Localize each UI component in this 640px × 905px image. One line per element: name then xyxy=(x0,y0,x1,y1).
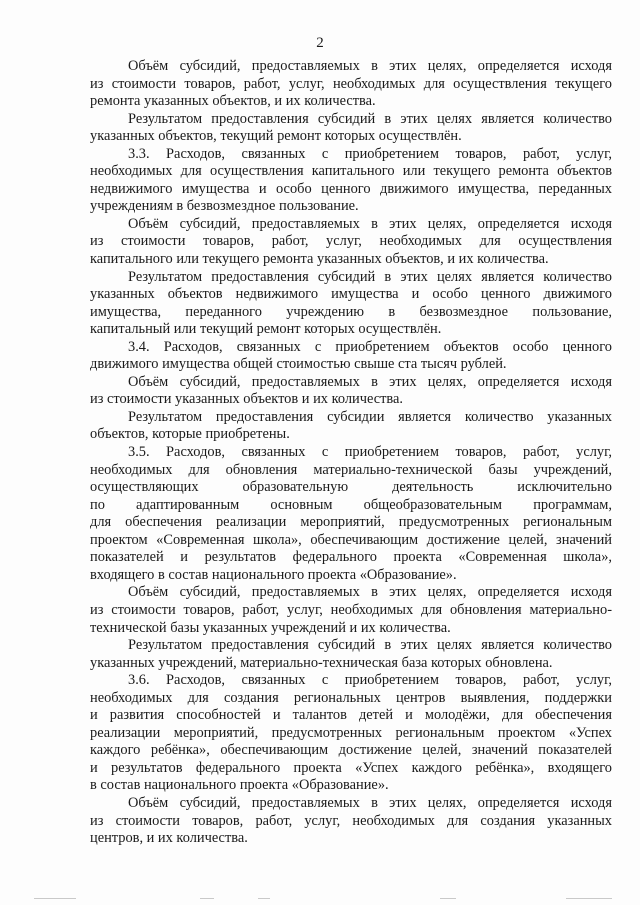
scan-edge-mark xyxy=(34,898,76,899)
text-line: и развития способностей и талантов детей и молодёжи, для обеспечения xyxy=(90,707,612,724)
text-line: реализации мероприятий, предусмотренных региональным проектом «Успех xyxy=(90,724,612,741)
text-line: необходимых для обновления материально-технической базы учреждений, xyxy=(90,461,612,478)
paragraph xyxy=(90,111,612,146)
text-line: капитального или текущего ремонта указанных объектов, и их количества. xyxy=(90,251,549,268)
paragraph xyxy=(90,146,612,216)
paragraph xyxy=(90,795,612,848)
text-line: и результатов федерального проекта «Успех каждого ребёнка», входящего xyxy=(90,759,612,776)
text-line: проектом «Современная школа», обеспечивающим достижение целей, значений xyxy=(90,531,612,548)
text-line: Объём субсидий, предоставляемых в этих целях, определяется исходя xyxy=(128,215,612,232)
text-line: из стоимости указанных объектов и их количества. xyxy=(90,391,403,408)
text-line: показателей и результатов федерального проекта «Современная школа», xyxy=(90,549,612,566)
text-line: Результатом предоставления субсидий в этих целях является количество xyxy=(128,268,612,285)
scan-edge-mark xyxy=(258,898,270,899)
text-line: указанных учреждений, материально-техническая база которых обновлена. xyxy=(90,654,553,671)
text-line: осуществляющих образовательную деятельность исключительно xyxy=(90,479,612,496)
paragraph xyxy=(90,339,612,374)
text-line: 3.6. Расходов, связанных с приобретением товаров, работ, услуг, xyxy=(128,672,612,689)
text-line: учреждениям в безвозмездное пользование. xyxy=(90,198,359,215)
text-line: необходимых для создания региональных центров выявления, поддержки xyxy=(90,689,612,706)
page-number: 2 xyxy=(316,35,324,51)
text-line: Объём субсидий, предоставляемых в этих целях, определяется исходя xyxy=(128,794,612,811)
text-line: указанных объектов недвижимого имущества и особо ценного движимого xyxy=(90,286,612,303)
paragraph xyxy=(90,637,612,672)
text-line: центров, и их количества. xyxy=(90,830,248,847)
text-line: входящего в состав национального проекта «Образование». xyxy=(90,566,457,583)
paragraph xyxy=(90,672,612,795)
text-line: из стоимости товаров, работ, услуг, необходимых для обновления материально- xyxy=(90,601,612,618)
text-line: для обеспечения реализации мероприятий, предусмотренных региональным xyxy=(90,514,612,531)
text-line: объектов, которые приобретены. xyxy=(90,426,290,443)
scan-edge-mark xyxy=(440,898,456,899)
paragraph xyxy=(90,374,612,409)
text-line: в состав национального проекта «Образование». xyxy=(90,777,389,794)
text-line: Объём субсидий, предоставляемых в этих целях, определяется исходя xyxy=(128,58,612,74)
paragraph xyxy=(90,216,612,269)
text-line: Результатом предоставления субсидий в этих целях является количество xyxy=(128,637,612,654)
text-line: 3.4. Расходов, связанных с приобретением объектов особо ценного xyxy=(128,338,612,355)
text-line: необходимых для осуществления капитального или текущего ремонта объектов xyxy=(90,163,612,180)
text-line: капитальный или текущий ремонт которых осуществлён. xyxy=(90,321,442,338)
text-line: движимого имущества общей стоимостью свыше ста тысяч рублей. xyxy=(90,356,507,373)
text-line: Объём субсидий, предоставляемых в этих целях, определяется исходя xyxy=(128,584,612,601)
text-line: Результатом предоставления субсидий в этих целях является количество xyxy=(128,110,612,127)
text-line: 3.5. Расходов, связанных с приобретением товаров, работ, услуг, xyxy=(128,444,612,461)
text-line: Объём субсидий, предоставляемых в этих целях, определяется исходя xyxy=(128,373,612,390)
paragraph xyxy=(90,58,612,111)
document-body xyxy=(90,58,612,848)
text-line: недвижимого имущества и особо ценного движимого имущества, переданных xyxy=(90,180,612,197)
scan-edge-mark xyxy=(200,898,214,899)
text-line: 3.3. Расходов, связанных с приобретением товаров, работ, услуг, xyxy=(128,145,612,162)
text-line: из стоимости товаров, работ, услуг, необходимых для создания указанных xyxy=(90,812,612,829)
paragraph xyxy=(90,409,612,444)
paragraph xyxy=(90,584,612,637)
text-line: ремонта указанных объектов, и их количества. xyxy=(90,93,376,110)
paragraph xyxy=(90,269,612,339)
text-line: Результатом предоставления субсидии является количество указанных xyxy=(128,408,612,425)
text-line: технической базы указанных учреждений и их количества. xyxy=(90,619,451,636)
text-line: из стоимости товаров, работ, услуг, необходимых для осуществления xyxy=(90,233,612,250)
text-line: указанных объектов, текущий ремонт которых осуществлён. xyxy=(90,128,462,145)
text-line: из стоимости товаров, работ, услуг, необходимых для осуществления текущего xyxy=(90,75,612,92)
text-line: имущества, переданного учреждению в безвозмездное пользование, xyxy=(90,303,612,320)
text-line: каждого ребёнка», обеспечивающим достижение целей, значений показателей xyxy=(90,742,612,759)
paragraph xyxy=(90,444,612,584)
scan-edge-mark xyxy=(566,898,612,899)
text-line: по адаптированным основным общеобразовательным программам, xyxy=(90,496,612,513)
